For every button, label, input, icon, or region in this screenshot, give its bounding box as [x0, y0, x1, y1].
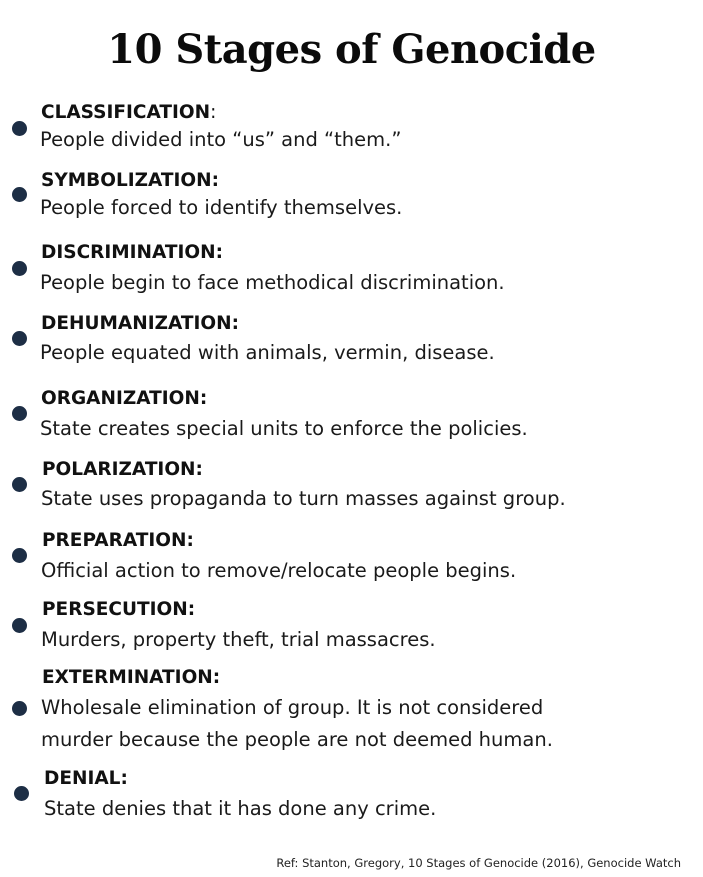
reference-citation: Ref: Stanton, Gregory, 10 Stages of Genocide (2016), Genocide Watch — [276, 856, 681, 870]
stage-title: DEHUMANIZATION: — [41, 313, 239, 334]
bullet-icon — [12, 331, 27, 346]
stage-description: People forced to identify themselves. — [40, 196, 403, 219]
stage-description: Wholesale elimination of group. It is not considered — [41, 696, 544, 719]
stage-title: EXTERMINATION: — [42, 667, 221, 688]
bullet-icon — [12, 618, 27, 633]
bullet-icon — [12, 548, 27, 563]
stage-title: POLARIZATION: — [42, 459, 203, 480]
bullet-icon — [14, 786, 29, 801]
stage-title: DENIAL: — [44, 768, 128, 789]
stage-description: People divided into “us” and “them.” — [40, 128, 402, 151]
stage-title: PREPARATION: — [42, 530, 194, 551]
bullet-icon — [12, 406, 27, 421]
bullet-icon — [12, 121, 27, 136]
bullet-icon — [12, 701, 27, 716]
bullet-icon — [12, 187, 27, 202]
page-title: 10 Stages of Genocide — [107, 26, 596, 73]
stage-description: Murders, property theft, trial massacres. — [41, 628, 436, 651]
bullet-icon — [12, 261, 27, 276]
stage-description: People equated with animals, vermin, disease. — [40, 341, 495, 364]
bullet-icon — [12, 477, 27, 492]
stage-title: ORGANIZATION: — [41, 388, 208, 409]
stage-title: DISCRIMINATION: — [41, 242, 224, 263]
stage-description-continued: murder because the people are not deemed human. — [41, 728, 553, 751]
stage-description: State uses propaganda to turn masses against group. — [41, 487, 566, 510]
stage-description: People begin to face methodical discrimination. — [40, 271, 505, 294]
stage-description: State denies that it has done any crime. — [44, 797, 437, 820]
stage-title: SYMBOLIZATION: — [41, 170, 220, 191]
stage-description: Official action to remove/relocate people begins. — [41, 559, 517, 582]
stage-title: PERSECUTION: — [42, 599, 196, 620]
stage-description: State creates special units to enforce the policies. — [40, 417, 528, 440]
stage-title: CLASSIFICATION: — [41, 102, 217, 123]
